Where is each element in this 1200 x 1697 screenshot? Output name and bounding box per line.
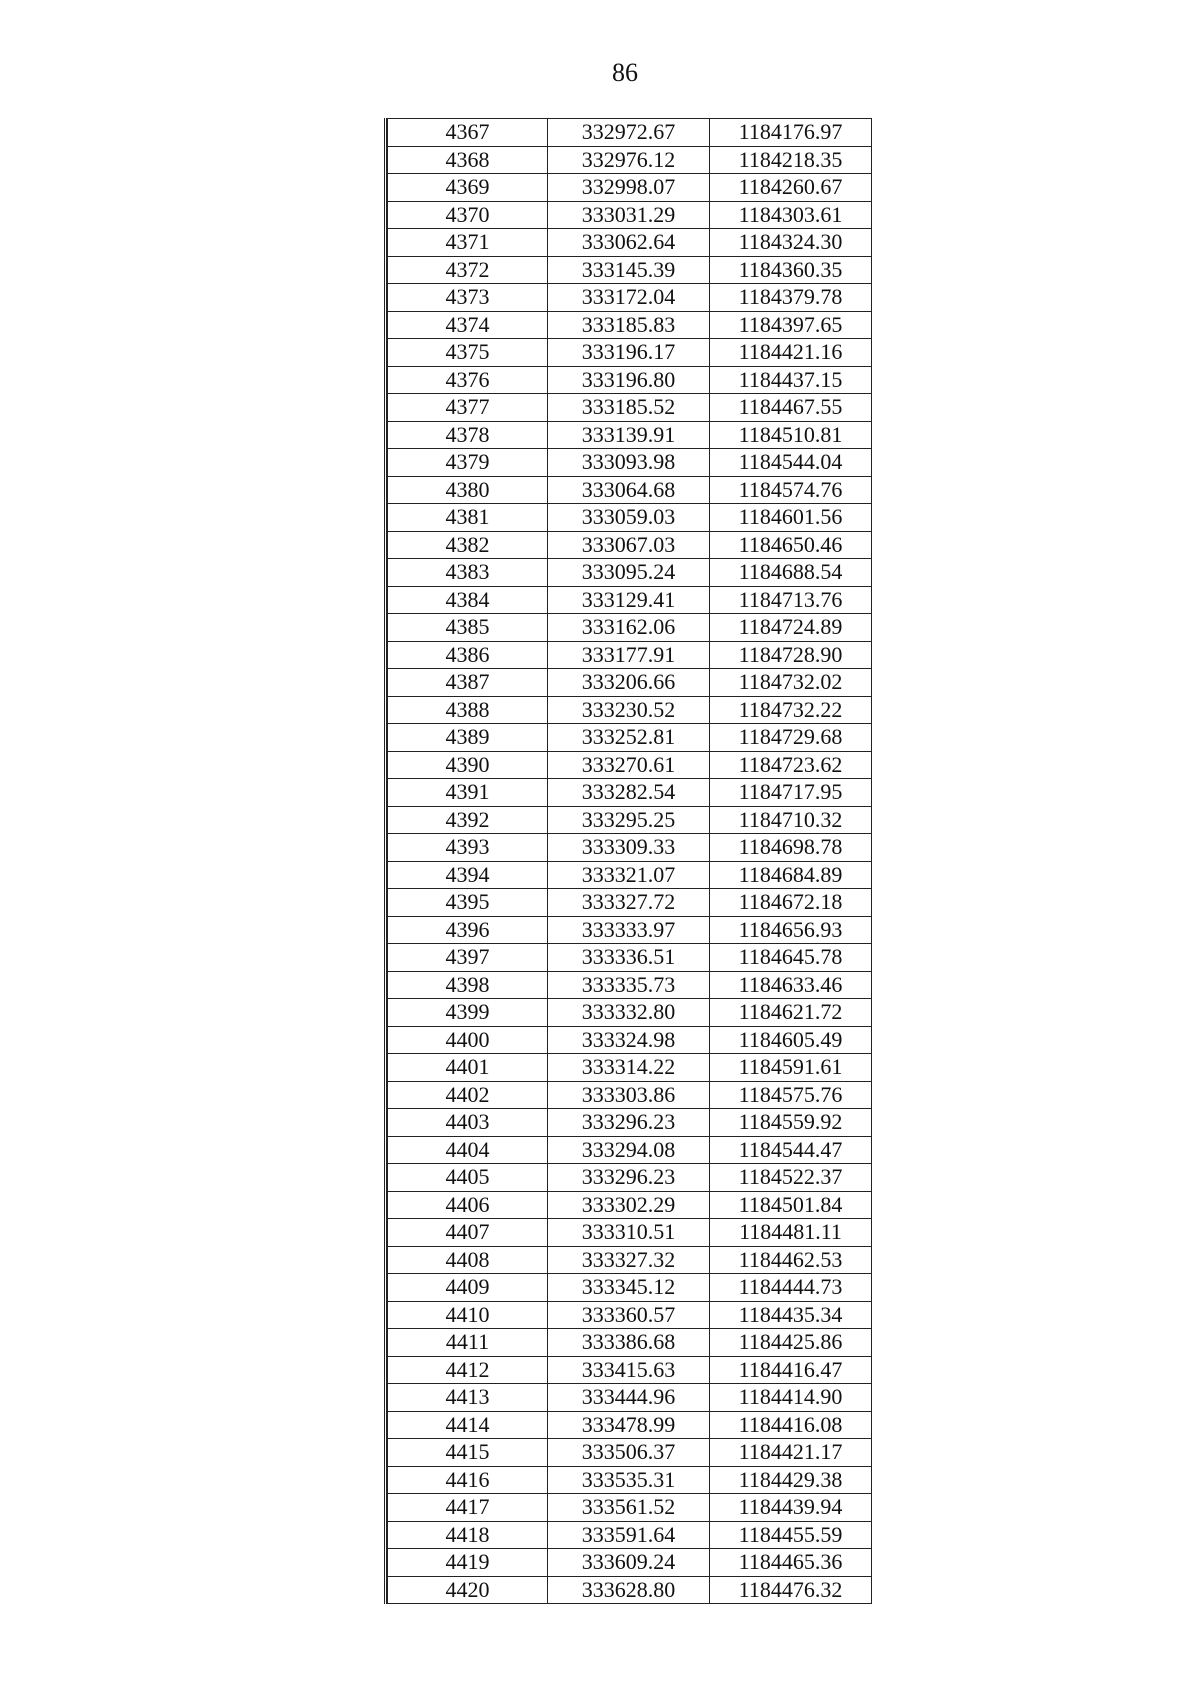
- x-coordinate-cell: 333415.63: [548, 1356, 710, 1384]
- table-row: [388, 889, 872, 917]
- point-number-cell: 4398: [388, 971, 548, 999]
- x-coordinate-cell: 333230.52: [548, 696, 710, 724]
- y-coordinate-cell: 1184729.68: [710, 724, 872, 752]
- x-coordinate-cell: 333386.68: [548, 1329, 710, 1357]
- x-coordinate-cell: 332998.07: [548, 174, 710, 202]
- y-coordinate-cell: 1184605.49: [710, 1026, 872, 1054]
- x-coordinate-cell: 333321.07: [548, 861, 710, 889]
- table-row: [388, 971, 872, 999]
- x-coordinate-cell: 333067.03: [548, 531, 710, 559]
- table-row: [388, 1081, 872, 1109]
- y-coordinate-cell: 1184672.18: [710, 889, 872, 917]
- y-coordinate-cell: 1184324.30: [710, 229, 872, 257]
- point-number-cell: 4391: [388, 779, 548, 807]
- point-number-cell: 4380: [388, 476, 548, 504]
- coordinates-table-container: [384, 118, 873, 1604]
- point-number-cell: 4412: [388, 1356, 548, 1384]
- point-number-cell: 4372: [388, 256, 548, 284]
- y-coordinate-cell: 1184601.56: [710, 504, 872, 532]
- point-number-cell: 4390: [388, 751, 548, 779]
- x-coordinate-cell: 333177.91: [548, 641, 710, 669]
- x-coordinate-cell: 333172.04: [548, 284, 710, 312]
- x-coordinate-cell: 333139.91: [548, 421, 710, 449]
- table-row: [388, 504, 872, 532]
- table-row: [388, 1411, 872, 1439]
- x-coordinate-cell: 333270.61: [548, 751, 710, 779]
- y-coordinate-cell: 1184710.32: [710, 806, 872, 834]
- table-row: [388, 834, 872, 862]
- table-row: [388, 999, 872, 1027]
- point-number-cell: 4400: [388, 1026, 548, 1054]
- y-coordinate-cell: 1184732.02: [710, 669, 872, 697]
- x-coordinate-cell: 333336.51: [548, 944, 710, 972]
- point-number-cell: 4395: [388, 889, 548, 917]
- x-coordinate-cell: 333296.23: [548, 1109, 710, 1137]
- y-coordinate-cell: 1184723.62: [710, 751, 872, 779]
- point-number-cell: 4377: [388, 394, 548, 422]
- x-coordinate-cell: 333129.41: [548, 586, 710, 614]
- point-number-cell: 4413: [388, 1384, 548, 1412]
- point-number-cell: 4404: [388, 1136, 548, 1164]
- point-number-cell: 4410: [388, 1301, 548, 1329]
- x-coordinate-cell: 333296.23: [548, 1164, 710, 1192]
- y-coordinate-cell: 1184717.95: [710, 779, 872, 807]
- y-coordinate-cell: 1184303.61: [710, 201, 872, 229]
- point-number-cell: 4387: [388, 669, 548, 697]
- coordinates-table: [387, 118, 872, 1604]
- x-coordinate-cell: 333294.08: [548, 1136, 710, 1164]
- y-coordinate-cell: 1184437.15: [710, 366, 872, 394]
- x-coordinate-cell: 333206.66: [548, 669, 710, 697]
- x-coordinate-cell: 333185.83: [548, 311, 710, 339]
- table-row: [388, 1329, 872, 1357]
- table-row: [388, 1109, 872, 1137]
- table-row: [388, 531, 872, 559]
- table-row: [388, 1246, 872, 1274]
- point-number-cell: 4379: [388, 449, 548, 477]
- table-row: [388, 641, 872, 669]
- x-coordinate-cell: 332972.67: [548, 119, 710, 147]
- point-number-cell: 4419: [388, 1549, 548, 1577]
- x-coordinate-cell: 333059.03: [548, 504, 710, 532]
- point-number-cell: 4405: [388, 1164, 548, 1192]
- x-coordinate-cell: 333303.86: [548, 1081, 710, 1109]
- point-number-cell: 4407: [388, 1219, 548, 1247]
- y-coordinate-cell: 1184645.78: [710, 944, 872, 972]
- point-number-cell: 4399: [388, 999, 548, 1027]
- y-coordinate-cell: 1184425.86: [710, 1329, 872, 1357]
- y-coordinate-cell: 1184575.76: [710, 1081, 872, 1109]
- table-row: [388, 1549, 872, 1577]
- table-row: [388, 916, 872, 944]
- table-row: [388, 696, 872, 724]
- coordinates-table-body: [388, 119, 872, 1604]
- x-coordinate-cell: 333332.80: [548, 999, 710, 1027]
- y-coordinate-cell: 1184650.46: [710, 531, 872, 559]
- point-number-cell: 4385: [388, 614, 548, 642]
- y-coordinate-cell: 1184455.59: [710, 1521, 872, 1549]
- point-number-cell: 4416: [388, 1466, 548, 1494]
- y-coordinate-cell: 1184698.78: [710, 834, 872, 862]
- x-coordinate-cell: 333064.68: [548, 476, 710, 504]
- y-coordinate-cell: 1184688.54: [710, 559, 872, 587]
- x-coordinate-cell: 333561.52: [548, 1494, 710, 1522]
- x-coordinate-cell: 333345.12: [548, 1274, 710, 1302]
- y-coordinate-cell: 1184574.76: [710, 476, 872, 504]
- table-row: [388, 256, 872, 284]
- point-number-cell: 4370: [388, 201, 548, 229]
- point-number-cell: 4384: [388, 586, 548, 614]
- x-coordinate-cell: 333185.52: [548, 394, 710, 422]
- point-number-cell: 4396: [388, 916, 548, 944]
- point-number-cell: 4369: [388, 174, 548, 202]
- y-coordinate-cell: 1184444.73: [710, 1274, 872, 1302]
- y-coordinate-cell: 1184522.37: [710, 1164, 872, 1192]
- table-row: [388, 1384, 872, 1412]
- table-row: [388, 614, 872, 642]
- y-coordinate-cell: 1184421.16: [710, 339, 872, 367]
- x-coordinate-cell: 333302.29: [548, 1191, 710, 1219]
- table-row: [388, 1356, 872, 1384]
- x-coordinate-cell: 332976.12: [548, 146, 710, 174]
- point-number-cell: 4409: [388, 1274, 548, 1302]
- table-row: [388, 476, 872, 504]
- point-number-cell: 4368: [388, 146, 548, 174]
- table-row: [388, 449, 872, 477]
- x-coordinate-cell: 333295.25: [548, 806, 710, 834]
- table-row: [388, 174, 872, 202]
- point-number-cell: 4375: [388, 339, 548, 367]
- x-coordinate-cell: 333591.64: [548, 1521, 710, 1549]
- y-coordinate-cell: 1184414.90: [710, 1384, 872, 1412]
- table-row: [388, 146, 872, 174]
- y-coordinate-cell: 1184732.22: [710, 696, 872, 724]
- y-coordinate-cell: 1184544.47: [710, 1136, 872, 1164]
- point-number-cell: 4420: [388, 1576, 548, 1604]
- table-row: [388, 1576, 872, 1604]
- x-coordinate-cell: 333252.81: [548, 724, 710, 752]
- x-coordinate-cell: 333309.33: [548, 834, 710, 862]
- table-row: [388, 421, 872, 449]
- point-number-cell: 4371: [388, 229, 548, 257]
- point-number-cell: 4389: [388, 724, 548, 752]
- x-coordinate-cell: 333095.24: [548, 559, 710, 587]
- x-coordinate-cell: 333335.73: [548, 971, 710, 999]
- point-number-cell: 4367: [388, 119, 548, 147]
- table-row: [388, 1521, 872, 1549]
- y-coordinate-cell: 1184728.90: [710, 641, 872, 669]
- point-number-cell: 4394: [388, 861, 548, 889]
- y-coordinate-cell: 1184559.92: [710, 1109, 872, 1137]
- point-number-cell: 4381: [388, 504, 548, 532]
- y-coordinate-cell: 1184467.55: [710, 394, 872, 422]
- x-coordinate-cell: 333628.80: [548, 1576, 710, 1604]
- point-number-cell: 4392: [388, 806, 548, 834]
- y-coordinate-cell: 1184591.61: [710, 1054, 872, 1082]
- table-row: [388, 311, 872, 339]
- y-coordinate-cell: 1184656.93: [710, 916, 872, 944]
- y-coordinate-cell: 1184684.89: [710, 861, 872, 889]
- point-number-cell: 4382: [388, 531, 548, 559]
- x-coordinate-cell: 333062.64: [548, 229, 710, 257]
- table-row: [388, 669, 872, 697]
- table-row: [388, 806, 872, 834]
- point-number-cell: 4403: [388, 1109, 548, 1137]
- y-coordinate-cell: 1184397.65: [710, 311, 872, 339]
- y-coordinate-cell: 1184633.46: [710, 971, 872, 999]
- point-number-cell: 4373: [388, 284, 548, 312]
- table-row: [388, 339, 872, 367]
- x-coordinate-cell: 333609.24: [548, 1549, 710, 1577]
- point-number-cell: 4383: [388, 559, 548, 587]
- y-coordinate-cell: 1184421.17: [710, 1439, 872, 1467]
- point-number-cell: 4374: [388, 311, 548, 339]
- table-row: [388, 861, 872, 889]
- x-coordinate-cell: 333031.29: [548, 201, 710, 229]
- table-row: [388, 779, 872, 807]
- point-number-cell: 4402: [388, 1081, 548, 1109]
- point-number-cell: 4386: [388, 641, 548, 669]
- table-row: [388, 1136, 872, 1164]
- x-coordinate-cell: 333196.80: [548, 366, 710, 394]
- table-row: [388, 1219, 872, 1247]
- x-coordinate-cell: 333333.97: [548, 916, 710, 944]
- point-number-cell: 4397: [388, 944, 548, 972]
- point-number-cell: 4411: [388, 1329, 548, 1357]
- point-number-cell: 4406: [388, 1191, 548, 1219]
- point-number-cell: 4388: [388, 696, 548, 724]
- y-coordinate-cell: 1184435.34: [710, 1301, 872, 1329]
- point-number-cell: 4415: [388, 1439, 548, 1467]
- y-coordinate-cell: 1184544.04: [710, 449, 872, 477]
- table-row: [388, 1164, 872, 1192]
- y-coordinate-cell: 1184176.97: [710, 119, 872, 147]
- y-coordinate-cell: 1184260.67: [710, 174, 872, 202]
- x-coordinate-cell: 333310.51: [548, 1219, 710, 1247]
- table-row: [388, 1494, 872, 1522]
- table-row: [388, 944, 872, 972]
- y-coordinate-cell: 1184379.78: [710, 284, 872, 312]
- y-coordinate-cell: 1184476.32: [710, 1576, 872, 1604]
- table-row: [388, 559, 872, 587]
- x-coordinate-cell: 333327.32: [548, 1246, 710, 1274]
- table-row: [388, 119, 872, 147]
- x-coordinate-cell: 333162.06: [548, 614, 710, 642]
- y-coordinate-cell: 1184429.38: [710, 1466, 872, 1494]
- table-row: [388, 394, 872, 422]
- table-row: [388, 366, 872, 394]
- y-coordinate-cell: 1184465.36: [710, 1549, 872, 1577]
- point-number-cell: 4418: [388, 1521, 548, 1549]
- point-number-cell: 4408: [388, 1246, 548, 1274]
- y-coordinate-cell: 1184713.76: [710, 586, 872, 614]
- point-number-cell: 4414: [388, 1411, 548, 1439]
- table-row: [388, 1301, 872, 1329]
- y-coordinate-cell: 1184360.35: [710, 256, 872, 284]
- y-coordinate-cell: 1184218.35: [710, 146, 872, 174]
- page-number: 86: [612, 58, 638, 87]
- point-number-cell: 4401: [388, 1054, 548, 1082]
- x-coordinate-cell: 333360.57: [548, 1301, 710, 1329]
- x-coordinate-cell: 333506.37: [548, 1439, 710, 1467]
- table-row: [388, 724, 872, 752]
- table-row: [388, 1274, 872, 1302]
- y-coordinate-cell: 1184481.11: [710, 1219, 872, 1247]
- x-coordinate-cell: 333282.54: [548, 779, 710, 807]
- table-row: [388, 586, 872, 614]
- y-coordinate-cell: 1184416.08: [710, 1411, 872, 1439]
- x-coordinate-cell: 333444.96: [548, 1384, 710, 1412]
- point-number-cell: 4393: [388, 834, 548, 862]
- point-number-cell: 4417: [388, 1494, 548, 1522]
- point-number-cell: 4378: [388, 421, 548, 449]
- table-row: [388, 1466, 872, 1494]
- table-row: [388, 201, 872, 229]
- y-coordinate-cell: 1184724.89: [710, 614, 872, 642]
- x-coordinate-cell: 333324.98: [548, 1026, 710, 1054]
- x-coordinate-cell: 333196.17: [548, 339, 710, 367]
- y-coordinate-cell: 1184439.94: [710, 1494, 872, 1522]
- table-row: [388, 229, 872, 257]
- x-coordinate-cell: 333535.31: [548, 1466, 710, 1494]
- table-row: [388, 284, 872, 312]
- y-coordinate-cell: 1184462.53: [710, 1246, 872, 1274]
- point-number-cell: 4376: [388, 366, 548, 394]
- x-coordinate-cell: 333314.22: [548, 1054, 710, 1082]
- x-coordinate-cell: 333478.99: [548, 1411, 710, 1439]
- y-coordinate-cell: 1184501.84: [710, 1191, 872, 1219]
- table-row: [388, 1191, 872, 1219]
- y-coordinate-cell: 1184510.81: [710, 421, 872, 449]
- table-row: [388, 751, 872, 779]
- y-coordinate-cell: 1184416.47: [710, 1356, 872, 1384]
- table-row: [388, 1026, 872, 1054]
- x-coordinate-cell: 333145.39: [548, 256, 710, 284]
- table-row: [388, 1054, 872, 1082]
- x-coordinate-cell: 333093.98: [548, 449, 710, 477]
- table-row: [388, 1439, 872, 1467]
- y-coordinate-cell: 1184621.72: [710, 999, 872, 1027]
- x-coordinate-cell: 333327.72: [548, 889, 710, 917]
